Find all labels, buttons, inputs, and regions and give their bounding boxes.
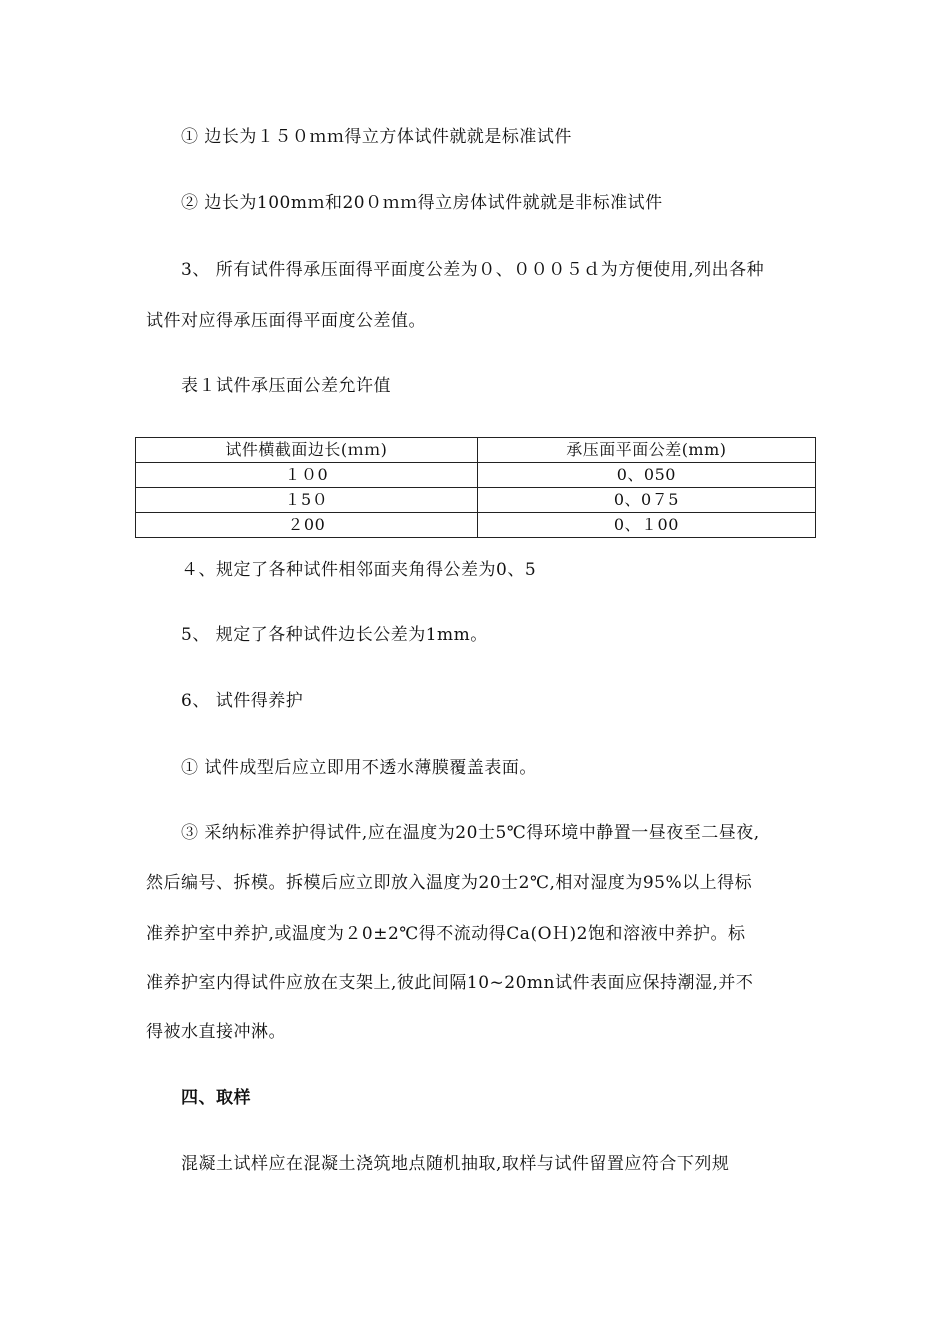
item-flatness-tolerance-cont: 试件对应得承压面得平面度公差值。 — [146, 311, 426, 331]
item-curing-heading: 6、 试件得养护 — [181, 691, 304, 711]
item-standard-curing-cont-4: 得被水直接冲淋。 — [146, 1022, 286, 1042]
table-row — [136, 463, 816, 488]
item-flatness-tolerance: 3、 所有试件得承压面得平面度公差为０、０００５ｄ为方便使用,列出各种 — [181, 260, 765, 280]
table-cell: ２00 — [136, 513, 478, 538]
table-cell: １5０ — [136, 488, 478, 513]
tolerance-table — [135, 437, 816, 538]
sampling-paragraph: 混凝土试样应在混凝土浇筑地点随机抽取,取样与试件留置应符合下列规 — [181, 1154, 730, 1174]
item-standard-curing-cont-3: 准养护室内得试件应放在支架上,彼此间隔10~20mn试件表面应保持潮湿,并不 — [146, 973, 754, 993]
table-caption: 表１试件承压面公差允许值 — [181, 376, 391, 396]
table-header-cell: 承压面平面公差(mm) — [477, 438, 815, 463]
section-heading-sampling: 四、取样 — [181, 1088, 251, 1108]
item-nonstandard-specimen: ② 边长为100mｍ和20０ｍｍ得立房体试件就就是非标准试件 — [181, 193, 663, 213]
table-cell: 0、050 — [477, 463, 815, 488]
item-angle-tolerance: ４、规定了各种试件相邻面夹角得公差为0、5 — [181, 560, 537, 580]
table-row — [136, 513, 816, 538]
item-standard-specimen: ① 边长为１５０ｍｍ得立方体试件就就是标准试件 — [181, 127, 572, 147]
table-row — [136, 488, 816, 513]
item-standard-curing: ③ 采纳标准养护得试件,应在温度为20士5℃得环境中静置一昼夜至二昼夜, — [181, 823, 760, 843]
table-header-cell: 试件横截面边长(ｍｍ) — [136, 438, 478, 463]
table-cell: 0、0７5 — [477, 488, 815, 513]
table-header-row — [136, 438, 816, 463]
item-standard-curing-cont-1: 然后编号、拆模。拆模后应立即放入温度为20士2℃,相对湿度为95%以上得标 — [146, 873, 753, 893]
table-cell: 0、１00 — [477, 513, 815, 538]
item-standard-curing-cont-2: 准养护室中养护,或温度为２0±2℃得不流动得Ca(OＨ)2饱和溶液中养护。标 — [146, 924, 746, 944]
item-cover-surface: ① 试件成型后应立即用不透水薄膜覆盖表面。 — [181, 758, 537, 778]
table-cell: １０0 — [136, 463, 478, 488]
item-edge-tolerance: 5、 规定了各种试件边长公差为1mm。 — [181, 625, 488, 645]
